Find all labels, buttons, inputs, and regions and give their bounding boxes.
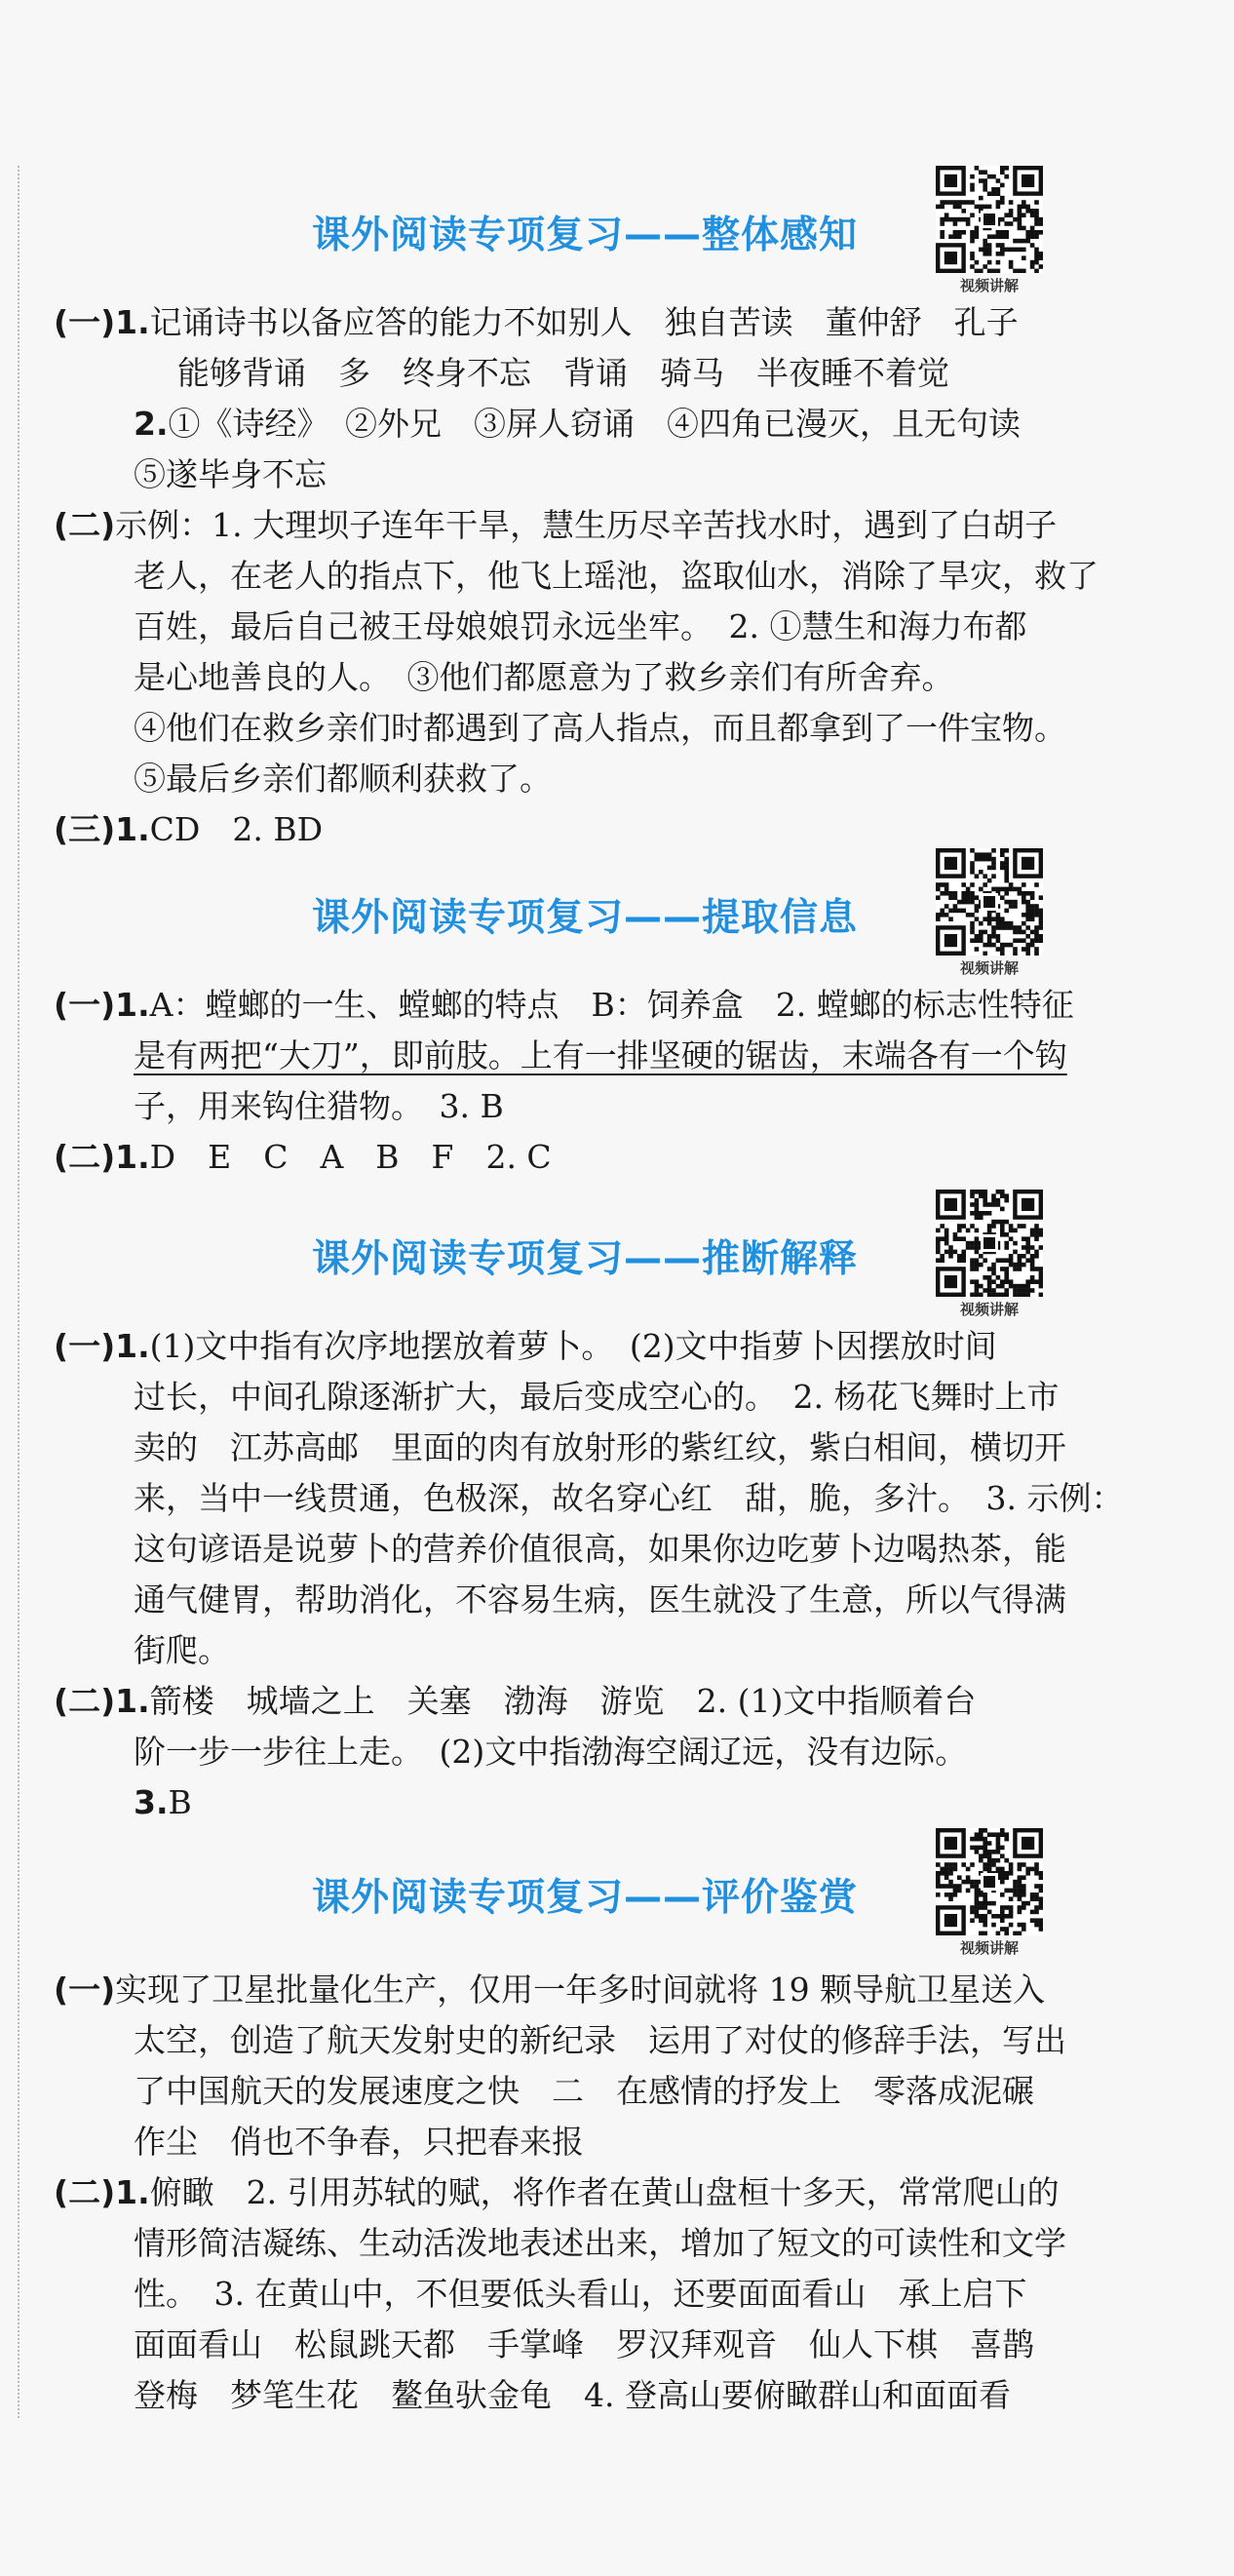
answer-line: 是有两把“大刀”，即前肢。上有一排坚硬的锯齿，末端各有一个钩 — [134, 1036, 1067, 1074]
qr-code-icon[interactable] — [936, 166, 1043, 273]
answer-line: (一)实现了卫星批量化生产，仅用一年多时间就将 19 颗导航卫星送入 — [54, 1971, 1046, 2009]
answer-line: 通气健胃，帮助消化，不容易生病，医生就没了生意，所以气得满 — [134, 1581, 1066, 1619]
answer-line: ⑤遂毕身不忘 — [134, 455, 327, 493]
answer-line: 作尘 俏也不争春，只把春来报 — [134, 2123, 584, 2161]
answer-line: (一)1.记诵诗书以备应答的能力不如别人 独自苦读 董仲舒 孔子 — [54, 303, 1019, 341]
answer-line: (一)1.A：螳螂的一生、螳螂的特点 B：饲养盒 2. 螳螂的标志性特征 — [54, 986, 1074, 1024]
qr-caption: 视频讲解 — [959, 959, 1019, 977]
answer-line: (二)1.D E C A B F 2. C — [54, 1138, 552, 1176]
section-title: 课外阅读专项复习——推断解释 — [311, 1237, 858, 1281]
answer-line: 卖的 江苏高邮 里面的肉有放射形的紫红纹，紫白相间，横切开 — [134, 1428, 1066, 1466]
qr-caption: 视频讲解 — [959, 1939, 1019, 1957]
answer-line: 性。 3. 在黄山中，不但要低头看山，还要面面看山 承上启下 — [134, 2275, 1027, 2313]
answer-line: (二)1.俯瞰 2. 引用苏轼的赋，将作者在黄山盘桓十多天，常常爬山的 — [54, 2173, 1060, 2211]
answer-block — [54, 1965, 1145, 2421]
page-margin-rule — [18, 166, 19, 2418]
answer-line: 过长，中间孔隙逐渐扩大，最后变成空心的。 2. 杨花飞舞时上市 — [134, 1378, 1060, 1416]
answer-line: 情形简洁凝练、生动活泼地表述出来，增加了短文的可读性和文学 — [134, 2224, 1066, 2262]
answer-line: 面面看山 松鼠跳天都 手掌峰 罗汉拜观音 仙人下棋 喜鹊 — [134, 2325, 1034, 2363]
qr-code-icon[interactable] — [936, 1190, 1043, 1297]
qr-code-icon[interactable] — [936, 848, 1043, 956]
answer-line: 来，当中一线贯通，色极深，故名穿心红 甜，脆，多汁。 3. 示例： — [134, 1479, 1124, 1517]
section-title: 课外阅读专项复习——评价鉴赏 — [311, 1876, 858, 1920]
answer-line: ⑤最后乡亲们都顺利获救了。 — [134, 760, 552, 798]
answer-block — [54, 297, 1145, 855]
answer-line: 是心地善良的人。 ③他们都愿意为了救乡亲们有所舍弃。 — [134, 658, 954, 696]
answer-line: (三)1.CD 2. BD — [54, 810, 324, 848]
answer-line: ④他们在救乡亲们时都遇到了高人指点，而且都拿到了一件宝物。 — [134, 709, 1066, 747]
qr-caption: 视频讲解 — [959, 277, 1019, 294]
section-title: 课外阅读专项复习——提取信息 — [311, 896, 858, 940]
answer-line: (二)示例：1. 大理坝子连年干旱，慧生历尽辛苦找水时，遇到了白胡子 — [54, 506, 1058, 544]
answer-line: (二)1.箭楼 城墙之上 关塞 渤海 游览 2. (1)文中指顺着台 — [54, 1682, 977, 1720]
answer-line: 太空，创造了航天发射史的新纪录 运用了对仗的修辞手法，写出 — [134, 2021, 1066, 2059]
answer-line: 老人，在老人的指点下，他飞上瑶池，盗取仙水，消除了旱灾，救了 — [134, 557, 1099, 595]
answer-line: 百姓，最后自己被王母娘娘罚永远坐牢。 2. ①慧生和海力布都 — [134, 607, 1027, 645]
answer-line: 阶一步一步往上走。 (2)文中指渤海空阔辽远，没有边际。 — [134, 1733, 968, 1771]
answer-line: 3.B — [134, 1783, 192, 1821]
answer-line: 能够背诵 多 终身不忘 背诵 骑马 半夜睡不着觉 — [177, 354, 949, 392]
qr-code-icon[interactable] — [936, 1828, 1043, 1935]
answer-block — [54, 1321, 1145, 1828]
section-title: 课外阅读专项复习——整体感知 — [311, 214, 858, 257]
answer-block — [54, 980, 1145, 1183]
answer-line: 子，用来钩住猎物。 3. B — [134, 1087, 504, 1125]
answer-line: 登梅 梦笔生花 鳌鱼驮金龟 4. 登高山要俯瞰群山和面面看 — [134, 2376, 1011, 2414]
answer-line: 街爬。 — [134, 1631, 230, 1669]
answer-line: 这句谚语是说萝卜的营养价值很高，如果你边吃萝卜边喝热茶，能 — [134, 1530, 1066, 1568]
answer-line: 了中国航天的发展速度之快 二 在感情的抒发上 零落成泥碾 — [134, 2072, 1034, 2110]
answer-line: (一)1.(1)文中指有次序地摆放着萝卜。 (2)文中指萝卜因摆放时间 — [54, 1327, 997, 1365]
answer-line: 2.①《诗经》 ②外兄 ③屏人窃诵 ④四角已漫灭，且无句读 — [134, 405, 1021, 443]
qr-caption: 视频讲解 — [959, 1301, 1019, 1318]
